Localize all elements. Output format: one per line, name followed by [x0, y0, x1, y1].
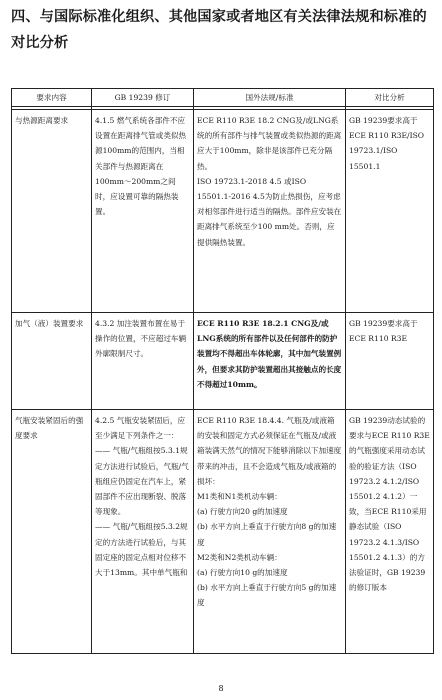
requirement-cell: 加气（液）装置要求: [15, 319, 84, 328]
header-gb-revision: GB 19239 修订: [92, 89, 194, 107]
foreign-cell: ECE R110 R3E 18.2.1 CNG及/或LNG系统的所有部件以及任何部件的防护装置均不得超出车体轮廓，其中加气装置例外，但要求其防护装置超出其接触点的长度不得超过10mm。: [197, 319, 342, 389]
table-row: [12, 110, 434, 313]
gb-cell: 4.3.2 加注装置布置在易于操作的位置，不应超过车辆外廓限制尺寸。: [95, 319, 187, 359]
page-number: 8: [218, 684, 224, 693]
foreign-cell: ECE R110 R3E 18.4.4. 气瓶及/或液箱的安装和固定方式必须保证在气瓶及/或液箱装满天然气的情况下能够消除以下加速度带来的冲击，且不会造成气瓶及/或液箱的损坏： M1类和N1类机动车辆： (a) 行驶方向20 g的加速度 (b) 水平方向上垂直于行驶方向8 g的加速度 M2类和N2类机动车辆： (a) 行驶方向10 g的加速度 (b) 水平方向上垂直于行驶方向5 g的加速度: [197, 416, 342, 608]
table-row: [12, 410, 434, 654]
comparison-table: [11, 88, 434, 654]
table-header-row: [12, 89, 434, 107]
analysis-cell: GB 19239要求高于ECE R110 R3E/ISO 19723.1/ISO 15501.1: [349, 116, 427, 171]
analysis-cell: GB 19239动态试验的要求与ECE R110 R3E的气瓶强度采用动态试验的验证方法（ISO 19723.2 4.1.2/ISO 15501.2 4.1.2）一致，当ECE R110采用静态试验（ISO 19723.2 4.1.3/ISO 15501.2 4.1.3）的方法验证时，GB 19239的修订版本: [349, 416, 430, 593]
header-requirement: 要求内容: [12, 89, 92, 107]
requirement-cell: 气瓶安装紧固后的强度要求: [15, 416, 84, 441]
header-foreign-standard: 国外法规/标准: [194, 89, 346, 107]
section-heading: 四、与国际标准化组织、其他国家或者地区有关法律法规和标准的对比分析: [11, 9, 427, 51]
requirement-cell: 与热源距离要求: [15, 116, 69, 125]
table-row: [12, 313, 434, 410]
analysis-cell: GB 19239要求高于ECE R110 R3E: [349, 319, 418, 344]
gb-cell: 4.1.5 燃气系统各部件不应设置在距离排气管或类似热源100mm的范围内，当相关部件与热源距离在100mm～200mm之间时，应设置可靠的隔热装置。: [95, 116, 187, 217]
header-analysis: 对比分析: [346, 89, 434, 107]
gb-cell: 4.2.5 气瓶安装紧固后，应至少满足下列条件之一： —— 气瓶/气瓶组按5.3.1规定方法进行试验后，气瓶/气瓶组应仍固定在汽车上，紧固部件不应出现断裂、脱落等现象。 —— 气瓶/气瓶组按5.3.2规定的方法进行试验后，与其固定座的固定点相对位移不大于13mm。其中单气瓶和: [95, 416, 189, 578]
foreign-cell: ECE R110 R3E 18.2 CNG及/或LNG系统的所有部件与排气装置或类似热源的距离应大于100mm，除非是该部件已充分隔热。 ISO 19723.1-2018 4.5 或ISO 15501.1-2016 4.5为防止热损伤，应考虑对相邻部件进行适当的隔热。部件应安装在距离排气系统至少100 mm处。否则，应提供隔热装置。: [197, 116, 342, 247]
